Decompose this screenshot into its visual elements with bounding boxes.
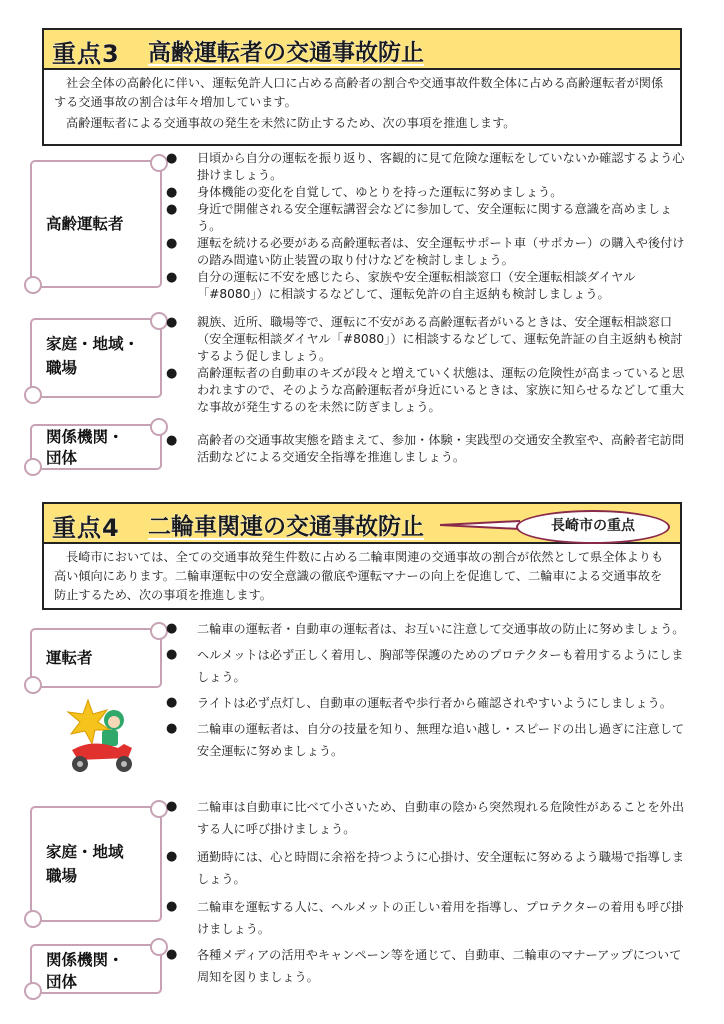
- scroll-curl-bottom: [24, 676, 42, 694]
- group-label-line2: 職場: [46, 359, 78, 377]
- group-label: 運転者: [46, 649, 93, 667]
- nagasaki-priority-tag: 長崎市の重点: [516, 510, 670, 544]
- list-item: [166, 235, 686, 269]
- section4-intro: [42, 544, 682, 610]
- list-item: [166, 201, 686, 235]
- bullet-icon: ●: [166, 721, 178, 736]
- list-item: [166, 432, 686, 466]
- section3-intro: [42, 70, 682, 146]
- scooter-rider-icon: [62, 698, 142, 776]
- scroll-curl-bottom: [24, 386, 42, 404]
- section3-intro-p1: 社会全体の高齢化に伴い、運転免許人口に占める高齢者の割合や交通事故件数全体に占める高齢運転者が関係する交通事故の割合は年々増加しています。: [54, 76, 664, 109]
- scroll-curl-bottom: [24, 910, 42, 928]
- label-scroll-elderly-drivers: [30, 160, 162, 288]
- list-item-text: 二輪車の運転者・自動車の運転者は、お互いに注意して交通事故の防止に努めましょう。: [197, 622, 685, 636]
- list-item-text: ライトは必ず点灯し、自動車の運転者や歩行者から確認されやすいようにしましょう。: [197, 696, 672, 710]
- bullet-icon: ●: [166, 185, 178, 200]
- bullet-icon: ●: [166, 849, 178, 864]
- group-label-line2: 団体: [46, 449, 78, 467]
- list-item-text: 通勤時には、心と時間に余裕を持つように心掛け、安全運転に努めるよう職場で指導しましょう。: [197, 850, 685, 886]
- group-label-line1: 家庭・地域・: [46, 335, 140, 353]
- label-scroll-organizations: [30, 424, 162, 470]
- list-item: [166, 692, 686, 714]
- section4-intro-p1: 長崎市においては、全ての交通事故発生件数に占める二輪車関連の交通事故の割合が依然として県全体よりも高い傾向にあります。二輪車運転中の安全意識の徹底や運転マナーの向上を促進して、二輪車による交通事故を防止するため、次の事項を推進します。: [54, 550, 664, 602]
- list-item: [166, 796, 686, 840]
- list-item: [166, 944, 686, 988]
- bullet-icon: ●: [166, 799, 178, 814]
- list-item: [166, 644, 686, 688]
- scroll-curl-bottom: [24, 982, 42, 1000]
- group-label: 高齢運転者: [46, 215, 124, 233]
- section4-group1-list: [166, 618, 686, 762]
- section3-group3-list: [166, 432, 686, 466]
- section3-header: [42, 28, 682, 70]
- list-item: [166, 269, 686, 303]
- list-item-text: 高齢者の交通事故実態を踏まえて、参加・体験・実践型の交通安全教室や、高齢者宅訪問活動などによる交通安全指導を推進しましょう。: [197, 433, 685, 464]
- group-label-line1: 関係機関・: [46, 428, 124, 446]
- list-item-text: 自分の運転に不安を感じたら、家族や安全運転相談窓口（安全運転相談ダイヤル「#8080」）に相談するなどして、運転免許の自主返納も検討しましょう。: [197, 270, 636, 301]
- group-label-line1: 家庭・地域: [46, 843, 124, 861]
- group-label-line2: 職場: [46, 867, 78, 885]
- bullet-icon: ●: [166, 947, 178, 962]
- section4-group2-list: [166, 796, 686, 940]
- bullet-icon: ●: [166, 315, 178, 330]
- group-label-line2: 団体: [46, 973, 78, 991]
- list-item: [166, 846, 686, 890]
- bullet-icon: ●: [166, 695, 178, 710]
- bullet-icon: ●: [166, 236, 178, 251]
- section3-group2-list: [166, 314, 686, 416]
- list-item: [166, 896, 686, 940]
- label-scroll-home-community-work: [30, 806, 162, 922]
- bullet-icon: ●: [166, 366, 178, 381]
- list-item-text: 身体機能の変化を自覚して、ゆとりを持った運転に努めましょう。: [197, 185, 563, 199]
- label-scroll-organizations-4: [30, 944, 162, 994]
- bullet-icon: ●: [166, 151, 178, 166]
- bullet-icon: ●: [166, 899, 178, 914]
- list-item-text: 二輪車の運転者は、自分の技量を知り、無理な追い越し・スピードの出し過ぎに注意して安全運転に努めましょう。: [197, 722, 685, 758]
- list-item-text: 各種メディアの活用やキャンペーン等を通じて、自動車、二輪車のマナーアップについて周知を図りましょう。: [197, 948, 682, 984]
- scroll-curl-bottom: [24, 458, 42, 476]
- list-item: [166, 184, 686, 201]
- bullet-icon: ●: [166, 270, 178, 285]
- bullet-icon: ●: [166, 647, 178, 662]
- section3-intro-p2: 高齢運転者による交通事故の発生を未然に防止するため、次の事項を推進します。: [66, 116, 516, 130]
- label-scroll-home-community: [30, 318, 162, 398]
- list-item-text: 日頃から自分の運転を振り返り、客観的に見て危険な運転をしていないか確認するよう心掛けましょう。: [197, 151, 685, 182]
- section4-number: 重点4: [52, 514, 120, 542]
- list-item-text: 身近で開催される安全運転講習会などに参加して、安全運転に関する意識を高めましょう。: [197, 202, 673, 233]
- list-item-text: ヘルメットは必ず正しく着用し、胸部等保護のためのプロテクターも着用するようにしましょう。: [197, 648, 684, 684]
- list-item: [166, 314, 686, 365]
- section4-title: 二輪車関連の交通事故防止: [148, 514, 424, 540]
- bullet-icon: ●: [166, 202, 178, 217]
- bullet-icon: ●: [166, 621, 178, 636]
- section3-number: 重点3: [52, 40, 120, 68]
- list-item-text: 二輪車は自動車に比べて小さいため、自動車の陰から突然現れる危険性があることを外出する人に呼び掛けましょう。: [197, 800, 685, 836]
- section3-title: 高齢運転者の交通事故防止: [148, 40, 424, 66]
- tag-pointer: [440, 520, 520, 530]
- list-item: [166, 718, 686, 762]
- list-item: [166, 618, 686, 640]
- section4-group3-list: [166, 944, 686, 988]
- section3-group1-list: [166, 150, 686, 303]
- list-item-text: 親族、近所、職場等で、運転に不安がある高齢運転者がいるときは、安全運転相談窓口（安全運転相談ダイヤル「#8080」）に相談するなどして、運転免許証の自主返納も検討するよう促しましょう。: [197, 315, 683, 363]
- group-label-line1: 関係機関・: [46, 951, 124, 969]
- list-item: [166, 150, 686, 184]
- scroll-curl-bottom: [24, 276, 42, 294]
- list-item: [166, 365, 686, 416]
- bullet-icon: ●: [166, 433, 178, 448]
- list-item-text: 高齢運転者の自動車のキズが段々と増えていく状態は、運転の危険性が高まっていると思われますので、そのような高齢運転者が身近にいるときは、家族に知らせるなどして重大な事故が発生するのを未然に防ぎましょう。: [197, 366, 685, 414]
- label-scroll-drivers: [30, 628, 162, 688]
- list-item-text: 運転を続ける必要がある高齢運転者は、安全運転サポート車（サポカー）の購入や後付けの踏み間違い防止装置の取り付けなどを検討しましょう。: [197, 236, 685, 267]
- list-item-text: 二輪車を運転する人に、ヘルメットの正しい着用を指導し、プロテクターの着用も呼び掛けましょう。: [197, 900, 684, 936]
